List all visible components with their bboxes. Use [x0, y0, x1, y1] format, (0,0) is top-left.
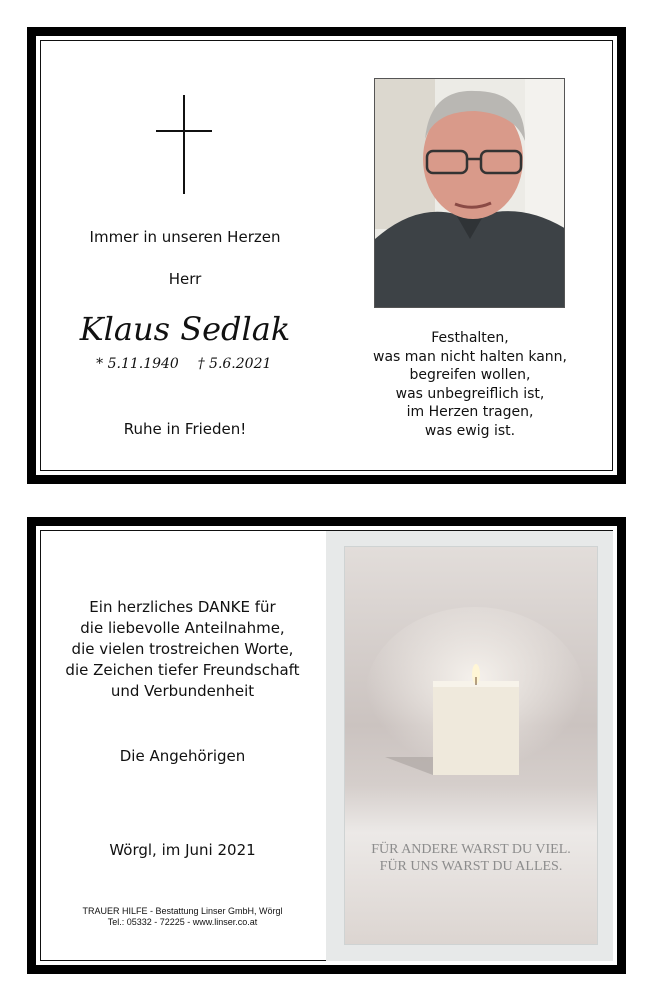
signoff: Die Angehörigen: [119, 747, 246, 765]
portrait-photo: [374, 78, 565, 308]
cross-icon: [183, 95, 185, 194]
cross-icon-bar: [156, 130, 212, 132]
birth-date: * 5.11.1940: [96, 356, 179, 372]
closing-text: Ruhe in Frieden!: [123, 420, 247, 438]
thanks-line: und Verbundenheit: [110, 682, 255, 700]
dedication: Immer in unseren Herzen: [89, 228, 281, 246]
poem-line: was man nicht halten kann,: [373, 348, 567, 365]
salutation: Herr: [168, 270, 202, 288]
poem-line: was unbegreiflich ist,: [395, 385, 545, 402]
poem-line: begreifen wollen,: [409, 367, 531, 383]
funeral-home-info: [45, 906, 320, 928]
thanks-line: die liebevolle Anteilnahme,: [80, 619, 285, 637]
footer-line: TRAUER HILFE - Bestattung Linser GmbH, Wörgl: [82, 906, 283, 916]
quote-line: FÜR ANDERE WARST DU VIEL.: [371, 842, 571, 857]
poem-line: im Herzen tragen,: [406, 404, 534, 420]
footer-line: Tel.: 05332 - 72225 - www.linser.co.at: [107, 917, 258, 927]
candle-quote: [345, 841, 597, 875]
candle-image: [344, 546, 598, 945]
quote-line: FÜR UNS WARST DU ALLES.: [379, 859, 563, 874]
poem: [350, 329, 590, 440]
deceased-name: Klaus Sedlak: [79, 310, 291, 348]
thanks-line: die Zeichen tiefer Freundschaft: [65, 661, 300, 679]
poem-line: was ewig ist.: [424, 422, 516, 439]
place-date: Wörgl, im Juni 2021: [109, 841, 256, 859]
thanks-line: die vielen trostreichen Worte,: [71, 640, 294, 658]
thanks-text: [45, 597, 320, 702]
thanks-line: Ein herzliches DANKE für: [89, 598, 276, 616]
death-date: † 5.6.2021: [197, 356, 272, 372]
poem-line: Festhalten,: [431, 330, 509, 346]
